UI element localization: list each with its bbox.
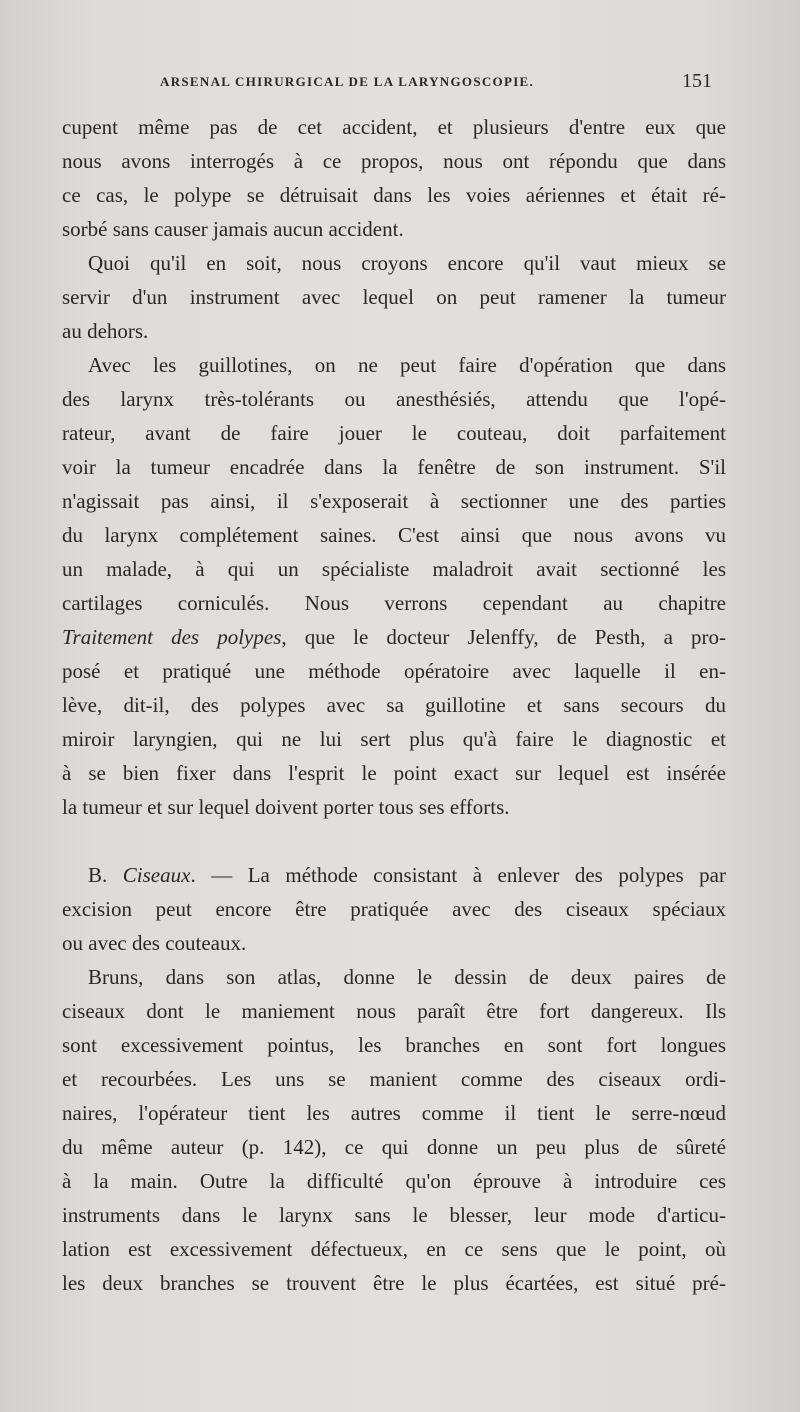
text-line: Avec les guillotines, on ne peut faire d'opération que dans bbox=[88, 353, 726, 377]
text-line: rateur, avant de faire jouer le couteau, doit parfaitement bbox=[62, 421, 726, 445]
body-text bbox=[62, 110, 726, 1300]
text-line: n'agissait pas ainsi, il s'exposerait à sectionner une des parties bbox=[62, 489, 726, 513]
text-line: du même auteur (p. 142), ce qui donne un peu plus de sûreté bbox=[62, 1135, 726, 1159]
text-line: du larynx complétement saines. C'est ainsi que nous avons vu bbox=[62, 523, 726, 547]
running-head bbox=[160, 70, 712, 100]
text-line: cupent même pas de cet accident, et plusieurs d'entre eux que bbox=[62, 115, 726, 139]
text-fragment: B. bbox=[88, 863, 123, 887]
text-line: sont excessivement pointus, les branches en sont fort longues bbox=[62, 1033, 726, 1057]
text-line: instruments dans le larynx sans le blesser, leur mode d'articu- bbox=[62, 1203, 726, 1227]
text-line: posé et pratiqué une méthode opératoire avec laquelle il en- bbox=[62, 659, 726, 683]
italic-title: Traitement des polypes bbox=[62, 625, 282, 649]
text-line: lève, dit-il, des polypes avec sa guillotine et sans secours du bbox=[62, 693, 726, 717]
text-line: des larynx très-tolérants ou anesthésiés, attendu que l'opé- bbox=[62, 387, 726, 411]
text-line: les deux branches se trouvent être le plus écartées, est situé pré- bbox=[62, 1271, 726, 1295]
text-fragment: , que le docteur Jelenffy, de Pesth, a pro- bbox=[281, 625, 726, 649]
text-line: miroir laryngien, qui ne lui sert plus qu'à faire le diagnostic et bbox=[62, 727, 726, 751]
text-line: voir la tumeur encadrée dans la fenêtre de son instrument. S'il bbox=[62, 455, 726, 479]
text-line: ou avec des couteaux. bbox=[62, 931, 247, 955]
text-line: Quoi qu'il en soit, nous croyons encore qu'il vaut mieux se bbox=[88, 251, 726, 275]
text-line: Bruns, dans son atlas, donne le dessin de deux paires de bbox=[88, 965, 726, 989]
text-line: un malade, à qui un spécialiste maladroit avait sectionné les bbox=[62, 557, 726, 581]
text-line: nous avons interrogés à ce propos, nous ont répondu que dans bbox=[62, 149, 726, 173]
text-line: ciseaux dont le maniement nous paraît être fort dangereux. Ils bbox=[62, 999, 726, 1023]
section-gap bbox=[62, 824, 726, 858]
text-line: excision peut encore être pratiquée avec des ciseaux spéciaux bbox=[62, 897, 726, 921]
text-fragment: . — La méthode consistant à enlever des polypes par bbox=[190, 863, 726, 887]
text-line: à la main. Outre la difficulté qu'on éprouve à introduire ces bbox=[62, 1169, 726, 1193]
text-line: et recourbées. Les uns se manient comme des ciseaux ordi- bbox=[62, 1067, 726, 1091]
text-line bbox=[62, 620, 726, 654]
text-line: cartilages corniculés. Nous verrons cependant au chapitre bbox=[62, 591, 726, 615]
text-line: sorbé sans causer jamais aucun accident. bbox=[62, 217, 404, 241]
section-heading-line bbox=[62, 858, 726, 892]
text-line: à se bien fixer dans l'esprit le point exact sur lequel est insérée bbox=[62, 761, 726, 785]
text-line: servir d'un instrument avec lequel on peut ramener la tumeur bbox=[62, 285, 726, 309]
text-line: ce cas, le polype se détruisait dans les voies aériennes et était ré- bbox=[62, 183, 726, 207]
text-line: naires, l'opérateur tient les autres comme il tient le serre-nœud bbox=[62, 1101, 726, 1125]
section-title: Ciseaux bbox=[122, 863, 191, 887]
text-line: au dehors. bbox=[62, 319, 149, 343]
running-title: ARSENAL CHIRURGICAL DE LA LARYNGOSCOPIE. bbox=[160, 74, 535, 89]
text-line: lation est excessivement défectueux, en ce sens que le point, où bbox=[62, 1237, 726, 1261]
text-line: la tumeur et sur lequel doivent porter tous ses efforts. bbox=[62, 795, 510, 819]
page-number: 151 bbox=[682, 70, 712, 92]
